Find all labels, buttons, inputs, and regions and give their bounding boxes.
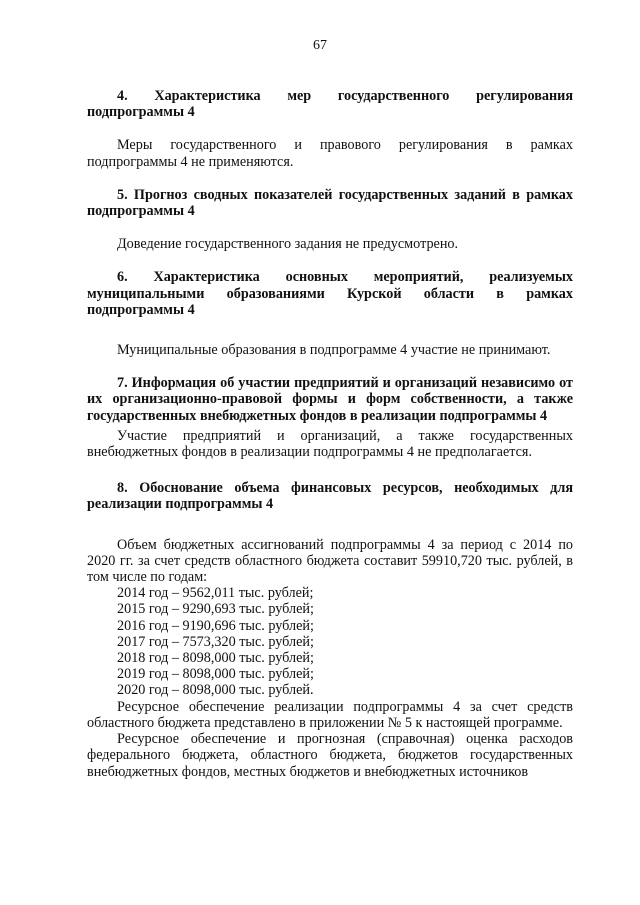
yearly-budget-list <box>87 585 573 698</box>
section-6-text: Муниципальные образования в подпрограмме 4 участие не принимают. <box>117 342 551 359</box>
section-7-text: Участие предприятий и организаций, а также государственных внебюджетных фондов в реализации подпрограммы 4 не предполагается. <box>87 427 573 461</box>
section-8-forecast-text: Ресурсное обеспечение и прогнозная (справочная) оценка расходов федерального бюджета, областного бюджета, бюджетов государственных внебюджетных фондов, местных бюджетов и внебюджетных источников <box>87 731 573 780</box>
list-item: 2015 год – 9290,693 тыс. рублей; <box>117 601 314 618</box>
list-item: 2018 год – 8098,000 тыс. рублей; <box>117 650 314 667</box>
section-4-text: Меры государственного и правового регулирования в рамках подпрограммы 4 не применяются. <box>87 137 573 170</box>
section-7-heading: 7. Информация об участии предприятий и организаций независимо от их организационно-правовой формы и форм собственности, а также государственных внебюджетных фондов в реализации подпрограммы 4 <box>87 375 573 424</box>
section-8-intro: Объем бюджетных ассигнований подпрограммы 4 за период с 2014 по 2020 гг. за счет средств областного бюджета составит 59910,720 тыс. рублей, в том числе по годам: <box>87 536 573 586</box>
section-4-heading: 4. Характеристика мер государственного регулирования подпрограммы 4 <box>87 88 573 121</box>
list-item: 2020 год – 8098,000 тыс. рублей. <box>117 682 314 699</box>
section-6-heading: 6. Характеристика основных мероприятий, реализуемых муниципальными образованиями Курской области в рамках подпрограммы 4 <box>87 269 573 318</box>
section-5-text: Доведение государственного задания не предусмотрено. <box>117 236 459 253</box>
section-5-heading: 5. Прогноз сводных показателей государственных заданий в рамках подпрограммы 4 <box>87 186 573 220</box>
document-body <box>87 88 573 780</box>
section-8-resource-text: Ресурсное обеспечение реализации подпрограммы 4 за счет средств областного бюджета представлено в приложении № 5 к настоящей программе. <box>87 698 573 731</box>
list-item: 2017 год – 7573,320 тыс. рублей; <box>117 633 314 650</box>
list-item: 2016 год – 9190,696 тыс. рублей; <box>117 617 314 634</box>
list-item: 2019 год – 8098,000 тыс. рублей; <box>117 666 314 683</box>
list-item: 2014 год – 9562,011 тыс. рублей; <box>117 585 314 602</box>
section-8-heading: 8. Обоснование объема финансовых ресурсов, необходимых для реализации подпрограммы 4 <box>87 480 573 513</box>
page-number: 67 <box>313 38 327 53</box>
